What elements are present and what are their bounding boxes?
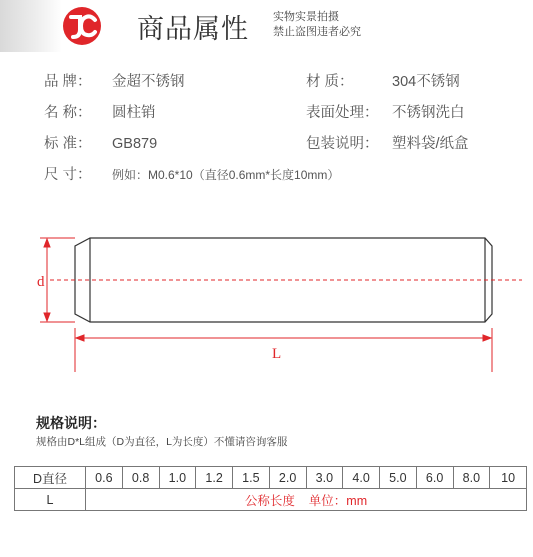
property-size [44,163,339,185]
pin-diagram [0,220,533,380]
diameter-cell: 1.0 [159,467,196,489]
diameter-header: D直径 [15,467,86,489]
diameter-row [15,467,527,489]
property-key: 标 准： [44,136,92,152]
property-value: GB879 [112,136,158,152]
page-title: 商品属性 [137,14,249,44]
property-key: 尺 寸： [44,167,92,183]
diameter-cell: 3.0 [306,467,343,489]
subtitle-line-1: 实物实景拍摄 [273,11,339,23]
property-material [306,70,460,92]
diameter-label: d [37,274,45,290]
page-subtitle [273,10,361,40]
diameter-cell: 8.0 [453,467,490,489]
jc-logo [62,6,102,46]
diameter-cell: 6.0 [416,467,453,489]
property-brand [44,70,185,92]
subtitle-line-2: 禁止盗图违者必究 [273,26,361,38]
header-decor-band [0,0,62,52]
length-row [15,489,527,511]
property-key: 名 称： [44,105,92,121]
property-name [44,101,156,123]
property-key: 材 质： [306,74,354,90]
property-value: 例如：M0.6*10（直径0.6mm*长度10mm） [112,168,340,182]
diameter-cell: 1.5 [233,467,270,489]
diameter-cell: 10 [490,467,527,489]
diameter-cell: 0.8 [122,467,159,489]
property-packaging [306,132,469,154]
length-dimension [75,328,492,372]
property-key: 品 牌： [44,74,92,90]
property-standard [44,132,157,154]
property-value: 不锈钢洗白 [392,105,465,121]
property-value: 塑料袋/纸盒 [392,136,469,152]
diameter-cell: 5.0 [380,467,417,489]
diameter-cell: 1.2 [196,467,233,489]
header [0,0,533,52]
diameter-cell: 4.0 [343,467,380,489]
property-value: 金超不锈钢 [112,74,185,90]
property-value: 圆柱销 [112,105,156,121]
diameter-cell: 2.0 [269,467,306,489]
nominal-length-cell: 公称长度 单位：mm [86,489,527,511]
property-key: 包装说明： [306,136,379,152]
property-value: 304不锈钢 [392,74,460,90]
spec-note: 规格由D*L组成（D为直径，L为长度）不懂请咨询客服 [36,436,288,448]
length-label: L [272,346,282,362]
diameter-cell: 0.6 [86,467,123,489]
property-key: 表面处理： [306,105,379,121]
length-header: L [15,489,86,511]
property-surface [306,101,465,123]
spec-table [14,466,527,511]
spec-title: 规格说明： [36,415,106,431]
